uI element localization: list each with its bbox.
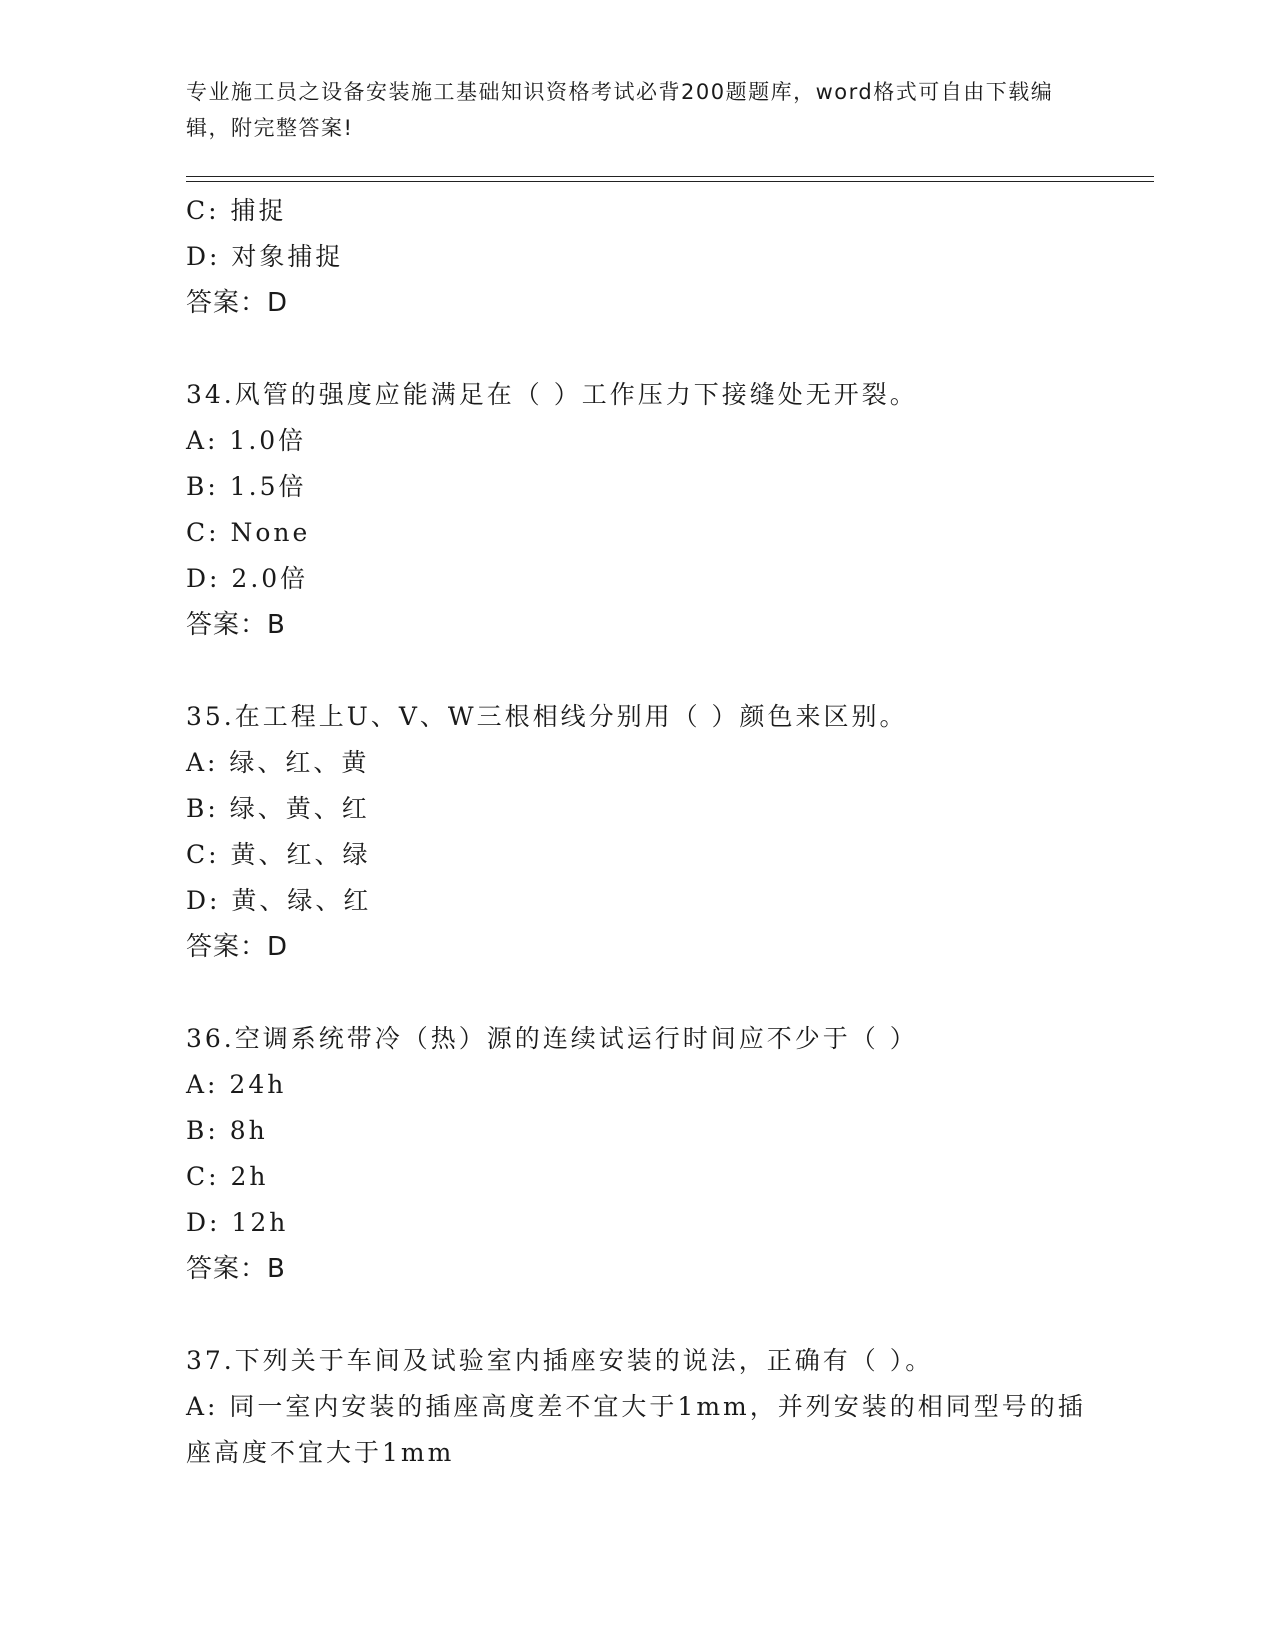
option-c: C: 捕捉 [186, 196, 287, 225]
option-a: A: 绿、红、黄 [186, 748, 370, 777]
option-d: D: 2.0倍 [186, 564, 309, 593]
question-text: 34.风管的强度应能满足在（ ）工作压力下接缝处无开裂。 [186, 380, 918, 409]
option-b: B: 8h [186, 1116, 268, 1145]
option-d: D: 12h [186, 1208, 289, 1237]
answer: 答案：B [186, 610, 286, 640]
question-text: 35.在工程上U、V、W三根相线分别用（ ）颜色来区别。 [186, 702, 908, 731]
option-c: C: 2h [186, 1162, 269, 1191]
question-text: 37.下列关于车间及试验室内插座安装的说法，正确有（ ）。 [186, 1346, 934, 1375]
option-a: A: 同一室内安装的插座高度差不宜大于1mm，并列安装的相同型号的插座高度不宜大于1mm [186, 1392, 1086, 1467]
option-a: A: 24h [186, 1070, 287, 1099]
answer: 答案：D [186, 288, 289, 318]
option-d: D: 对象捕捉 [186, 242, 344, 271]
option-b: B: 1.5倍 [186, 472, 307, 501]
option-c: C: 黄、红、绿 [186, 840, 371, 869]
header-rule-top [186, 176, 1154, 177]
answer: 答案：B [186, 1254, 286, 1284]
answer: 答案：D [186, 932, 289, 962]
header-rule-bottom [186, 181, 1154, 182]
option-c: C: None [186, 518, 311, 547]
option-d: D: 黄、绿、红 [186, 886, 372, 915]
question-text: 36.空调系统带冷（热）源的连续试运行时间应不少于（ ） [186, 1024, 918, 1053]
document-title: 专业施工员之设备安装施工基础知识资格考试必背200题题库，word格式可自由下载编辑，附完整答案! [186, 80, 1054, 140]
question-list [186, 188, 1086, 1476]
option-b: B: 绿、黄、红 [186, 794, 370, 823]
option-a: A: 1.0倍 [186, 426, 307, 455]
